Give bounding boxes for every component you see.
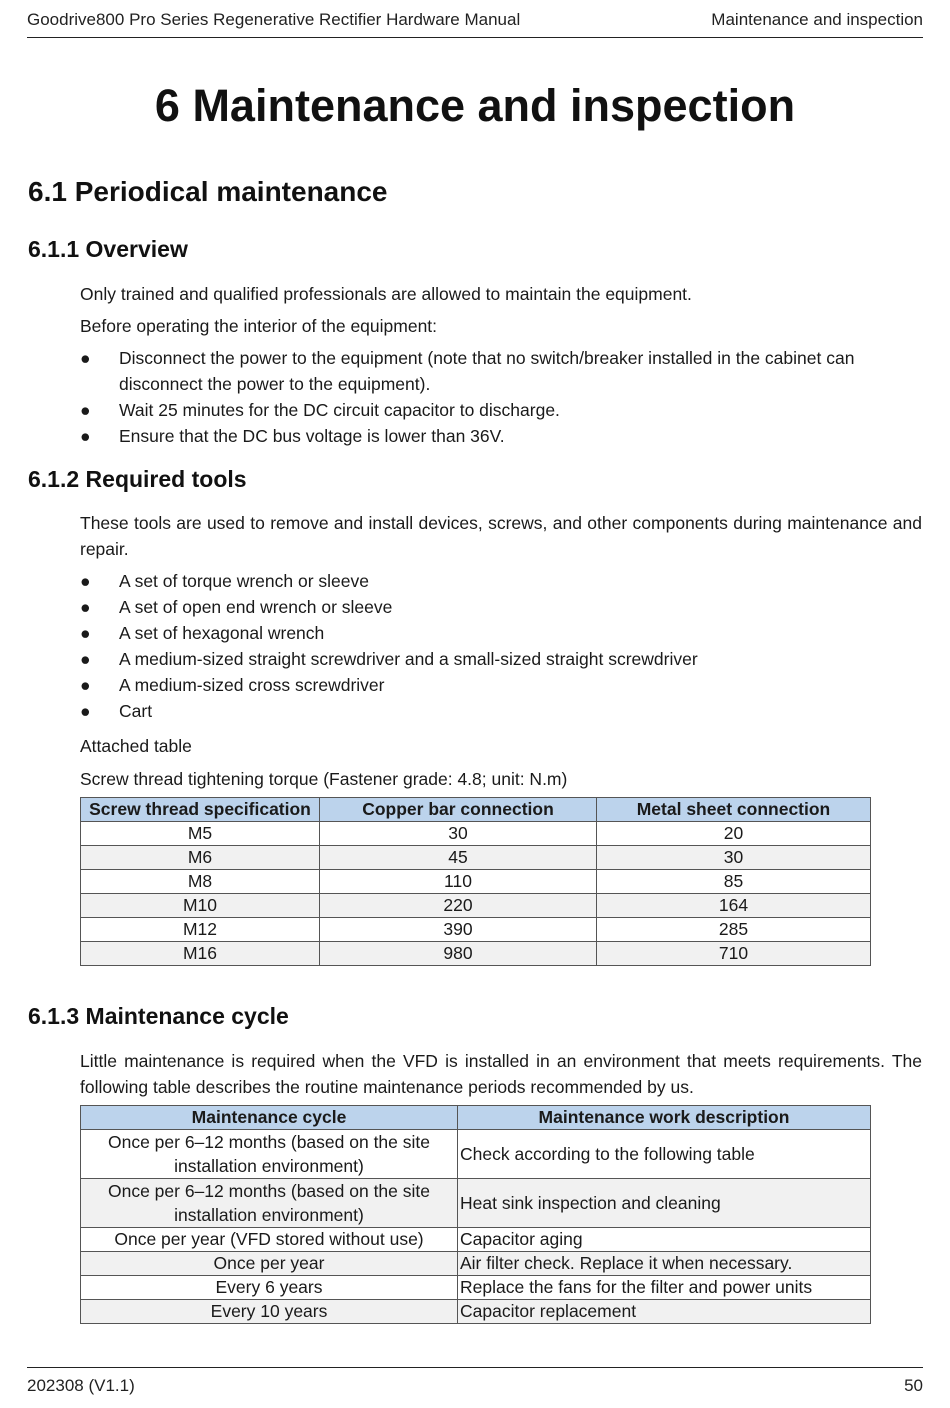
table-cell: Once per year <box>81 1252 458 1276</box>
table-cell: 20 <box>597 822 871 846</box>
list-item: ● A medium-sized straight screwdriver and a small-sized straight screwdriver <box>80 646 890 672</box>
overview-bullet-list <box>80 345 890 449</box>
bullet-icon: ● <box>80 571 91 591</box>
tools-bullet-list <box>80 568 890 724</box>
list-item: ● Cart <box>80 698 890 724</box>
torque-table <box>80 797 871 966</box>
table-cell: 30 <box>320 822 597 846</box>
table-header-cell: Maintenance cycle <box>81 1106 458 1130</box>
bullet-icon: ● <box>80 426 91 446</box>
page-number: 50 <box>904 1376 923 1395</box>
table-row <box>81 1276 871 1300</box>
table-cell: M6 <box>81 846 320 870</box>
list-item: ● A medium-sized cross screwdriver <box>80 672 890 698</box>
list-item: ● Disconnect the power to the equipment (note that no switch/breaker installed in the cabinet can disconnect the power to the equipment). <box>80 345 890 397</box>
table-cell: Once per 6–12 months (based on the site installation environment) <box>81 1179 458 1228</box>
list-item: ● Wait 25 minutes for the DC circuit capacitor to discharge. <box>80 397 890 423</box>
table-row <box>81 846 871 870</box>
overview-paragraph-2: Before operating the interior of the equipment: <box>80 316 438 336</box>
table-header-cell: Screw thread specification <box>81 798 320 822</box>
bullet-icon: ● <box>80 623 91 643</box>
table-cell: 980 <box>320 942 597 966</box>
list-item: ● Ensure that the DC bus voltage is lower than 36V. <box>80 423 890 449</box>
table-cell: Once per 6–12 months (based on the site installation environment) <box>81 1130 458 1179</box>
table-cell: M5 <box>81 822 320 846</box>
table-cell: M8 <box>81 870 320 894</box>
table-cell: 390 <box>320 918 597 942</box>
bullet-icon: ● <box>80 701 91 721</box>
table-cell: 285 <box>597 918 871 942</box>
table-row <box>81 1228 871 1252</box>
section-heading-6-1-1: 6.1.1 Overview <box>28 236 188 262</box>
overview-paragraph-1: Only trained and qualified professionals are allowed to maintain the equipment. <box>80 284 692 304</box>
table-header-cell: Copper bar connection <box>320 798 597 822</box>
page-header <box>27 10 923 38</box>
tools-paragraph: These tools are used to remove and install devices, screws, and other components during maintenance and repair. <box>80 513 922 559</box>
table-cell: 710 <box>597 942 871 966</box>
footer-version: 202308 (V1.1) <box>27 1376 135 1395</box>
table-header-row <box>81 798 871 822</box>
table-cell: Every 10 years <box>81 1300 458 1324</box>
bullet-icon: ● <box>80 649 91 669</box>
bullet-icon: ● <box>80 400 91 420</box>
table-cell: M10 <box>81 894 320 918</box>
table-row <box>81 1179 871 1228</box>
bullet-icon: ● <box>80 597 91 617</box>
table-cell: Capacitor aging <box>458 1228 871 1252</box>
section-heading-6-1-2: 6.1.2 Required tools <box>28 466 247 492</box>
maintenance-cycle-table <box>80 1105 871 1324</box>
table-cell: Every 6 years <box>81 1276 458 1300</box>
table-cell: 220 <box>320 894 597 918</box>
table-row <box>81 918 871 942</box>
table-row <box>81 1130 871 1179</box>
table-row <box>81 1252 871 1276</box>
table-cell: 85 <box>597 870 871 894</box>
table-header-cell: Maintenance work description <box>458 1106 871 1130</box>
table-cell: M16 <box>81 942 320 966</box>
header-doc-title: Goodrive800 Pro Series Regenerative Rectifier Hardware Manual <box>27 10 521 29</box>
table-row <box>81 942 871 966</box>
chapter-title: 6 Maintenance and inspection <box>154 80 796 131</box>
table-cell: Capacitor replacement <box>458 1300 871 1324</box>
attached-table-label: Attached table <box>80 736 192 756</box>
table-cell: 110 <box>320 870 597 894</box>
list-item: ● A set of torque wrench or sleeve <box>80 568 890 594</box>
table-cell: Check according to the following table <box>458 1130 871 1179</box>
table-cell: 45 <box>320 846 597 870</box>
table-row <box>81 894 871 918</box>
list-item: ● A set of hexagonal wrench <box>80 620 890 646</box>
table-row <box>81 1300 871 1324</box>
table-cell: Air filter check. Replace it when necessary. <box>458 1252 871 1276</box>
list-item: ● A set of open end wrench or sleeve <box>80 594 890 620</box>
bullet-icon: ● <box>80 675 91 695</box>
table-row <box>81 822 871 846</box>
table-cell: Once per year (VFD stored without use) <box>81 1228 458 1252</box>
section-heading-6-1: 6.1 Periodical maintenance <box>28 176 388 207</box>
maintenance-cycle-paragraph: Little maintenance is required when the VFD is installed in an environment that meets requirements. The following table describes the routine maintenance periods recommended by us. <box>80 1051 922 1097</box>
table-cell: Replace the fans for the filter and power units <box>458 1276 871 1300</box>
table-cell: Heat sink inspection and cleaning <box>458 1179 871 1228</box>
page-footer <box>27 1367 923 1404</box>
table-header-row <box>81 1106 871 1130</box>
table-cell: 164 <box>597 894 871 918</box>
bullet-icon: ● <box>80 348 91 368</box>
table-cell: 30 <box>597 846 871 870</box>
header-chapter: Maintenance and inspection <box>711 10 923 29</box>
section-heading-6-1-3: 6.1.3 Maintenance cycle <box>28 1003 289 1029</box>
table-row <box>81 870 871 894</box>
table-cell: M12 <box>81 918 320 942</box>
torque-table-caption: Screw thread tightening torque (Fastener grade: 4.8; unit: N.m) <box>80 769 568 789</box>
table-header-cell: Metal sheet connection <box>597 798 871 822</box>
